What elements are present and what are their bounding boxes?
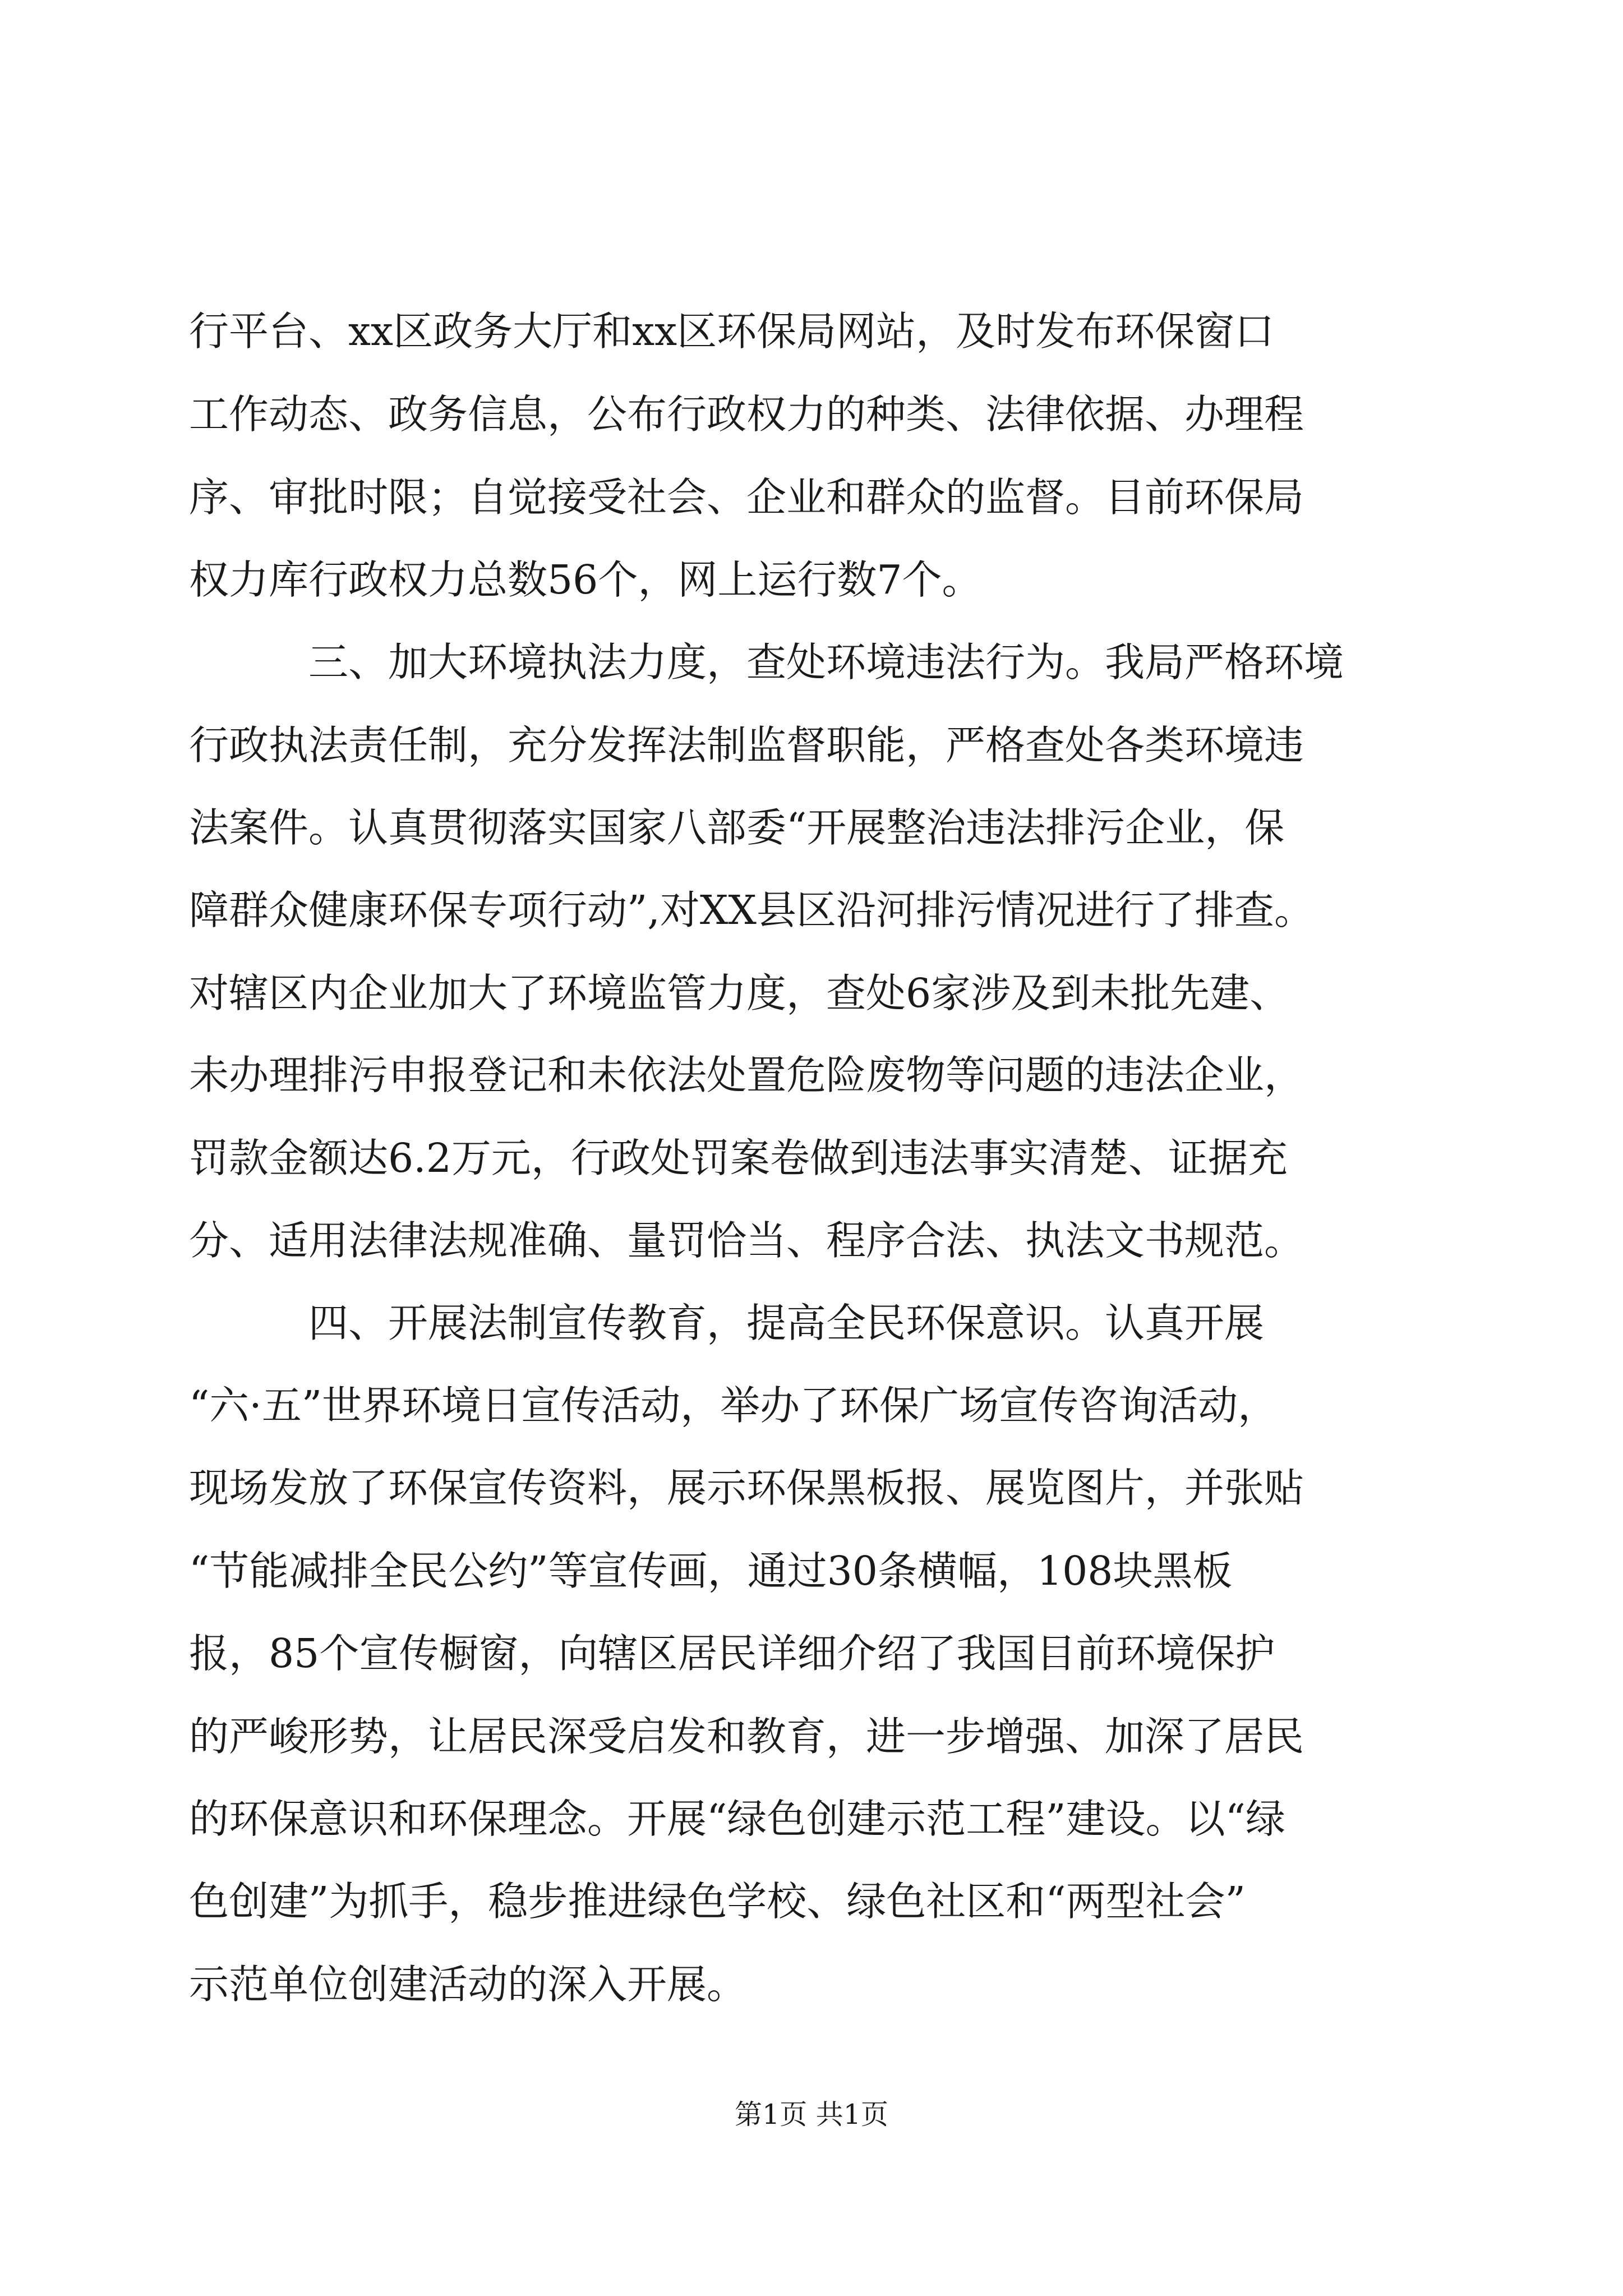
section-four-heading-line: 四、开展法制宣传教育，提高全民环保意识。认真开展 [308,1300,1265,1346]
paragraph-line: 现场发放了环保宣传资料，展示环保黑板报、展览图片，并张贴 [189,1465,1304,1511]
paragraph-line: “节能减排全民公约”等宣传画，通过30条横幅，108块黑板 [189,1548,1233,1594]
paragraph-line: 未办理排污申报登记和未依法处置危险废物等问题的违法企业， [189,1052,1304,1098]
page-footer: 第1页 共1页 [735,2099,888,2131]
paragraph-line: 法案件。认真贯彻落实国家八部委“开展整治违法排污企业，保 [189,804,1285,851]
paragraph-line: 工作动态、政务信息，公布行政权力的种类、法律依据、办理程 [189,391,1304,438]
paragraph-line: 行政执法责任制，充分发挥法制监督职能，严格查处各类环境违 [189,722,1304,769]
paragraph-line: 罚款金额达6.2万元，行政处罚案卷做到违法事实清楚、证据充 [189,1135,1288,1181]
paragraph-line: 对辖区内企业加大了环境监管力度，查处6家涉及到未批先建、 [189,970,1290,1016]
paragraph-line: 序、审批时限；自觉接受社会、企业和群众的监督。目前环保局 [189,474,1304,521]
paragraph-line: 的严峻形势，让居民深受启发和教育，进一步增强、加深了居民 [189,1713,1304,1760]
paragraph-line: 示范单位创建活动的深入开展。 [189,1961,747,2008]
paragraph-line: “六·五”世界环境日宣传活动，举办了环保广场宣传咨询活动， [189,1382,1278,1429]
section-three-heading-line: 三、加大环境执法力度，查处环境违法行为。我局严格环境 [308,639,1344,685]
paragraph-line: 的环保意识和环保理念。开展“绿色创建示范工程”建设。以“绿 [189,1796,1285,1842]
paragraph-line: 色创建”为抓手，稳步推进绿色学校、绿色社区和“两型社会” [189,1878,1246,1925]
paragraph-line: 报，85个宣传橱窗，向辖区居民详细介绍了我国目前环境保护 [189,1630,1275,1677]
paragraph-line: 分、适用法律法规准确、量罚恰当、程序合法、执法文书规范。 [189,1217,1304,1264]
paragraph-line: 行平台、xx区政务大厅和xx区环保局网站，及时发布环保窗口 [189,308,1275,355]
paragraph-line: 障群众健康环保专项行动”,对XX县区沿河排污情况进行了排查。 [189,887,1314,933]
paragraph-line: 权力库行政权力总数56个，网上运行数7个。 [189,556,982,603]
